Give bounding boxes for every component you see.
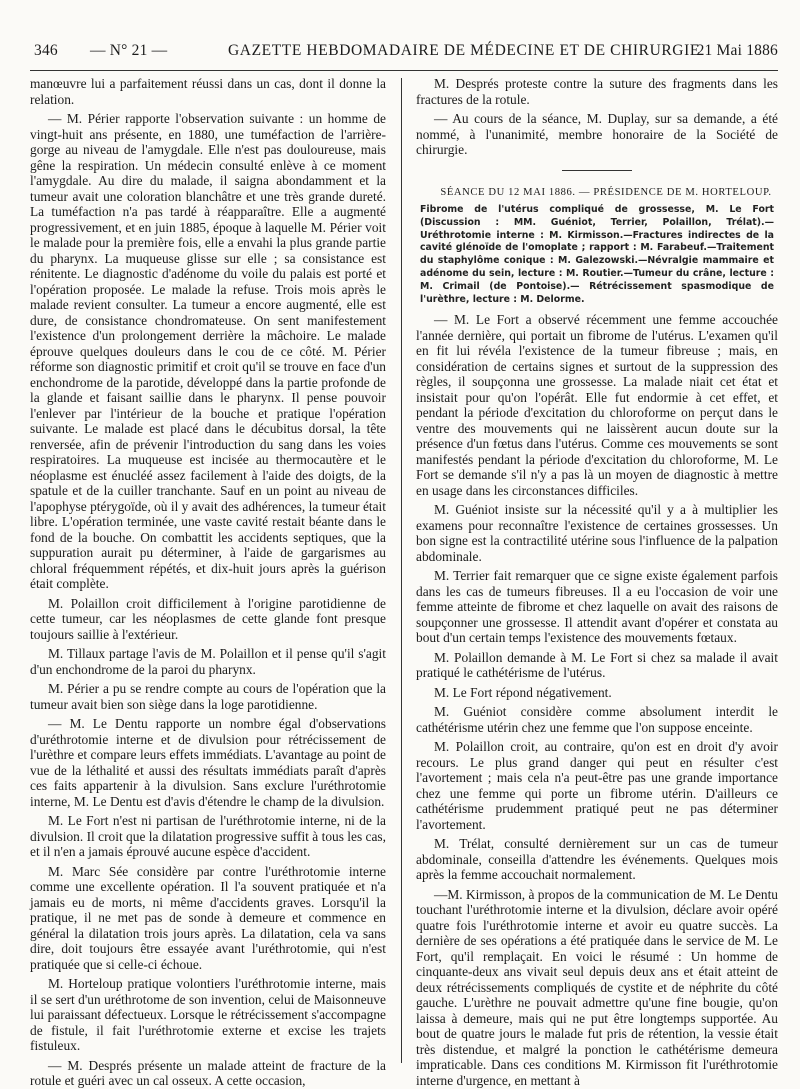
paragraph: —M. Kirmisson, à propos de la communication de M. Le Dentu touchant l'uréthrotomie interne et la divulsion, déclare avoir opéré quatre fois l'uréthrotomie interne et avoir eu quatre succès. La dernière de ses opérations a été pratiquée dans le service de M. Le Fort, qu'il remplaçait. En voici le résumé : Un homme de cinquante-deux ans vivait seul depuis deux ans et était atteint de deux rétrécissements compliqués de cystite et de néphrite du côté gauche. L'urèthre ne pouvait admettre qu'une fine bougie, qu'on laissa à demeure, mais qui ne put être longtemps supportée. Au bout de quatre jours le malade fut pris de rétention, la vessie était très distendue, et malgré la ponction le cathétérisme demeura impraticable. Dans ces conditions M. Kirmisson fit l'uréthrotomie interne d'urgence, en mettant à	[416, 886, 779, 1088]
paragraph: M. Guéniot insiste sur la nécessité qu'il y a à multiplier les examens pour reconnaître l'existence de certaines grossesses. Un bon signe est la contractilité utérine sous l'influence de la palpation abdominale.	[416, 502, 778, 564]
paragraph: M. Marc Sée considère par contre l'uréthrotomie interne comme une excellente opération. Il l'a souvent pratiquée et n'a jamais eu de morts, ni même d'accidents graves. Lorsqu'il la pratique, il ne met pas de sonde à demeure et commence en général la dilatation trois jours après. La dilatation, cela va sans dire, doit toujours être essayée avant l'uréthrotomie, qui n'est pratiquée que si celle-ci échoue.	[30, 863, 386, 972]
paragraph: M. Polaillon croit, au contraire, qu'on est en droit d'y avoir recours. Le plus grand danger qui peut en résulter c'est l'avortement ; mais cela n'a peut-être pas une grande importance chez une femme qui porte un fibrome utérin. D'ailleurs ce cathétérisme prudemment pratiqué peut ne pas déterminer l'avortement.	[416, 739, 778, 832]
paragraph: M. Le Fort répond négativement.	[434, 684, 612, 700]
session-summary: Fibrome de l'utérus compliqué de grossesse, M. Le Fort (Discussion : MM. Guéniot, Terrier, Polaillon, Trélat).—Uréthrotomie interne : M. Kirmisson.—Fractures indirectes de la cavité glénoïde de l'omoplate ; rapport : M. Farabeuf.—Traitement du staphylôme conique : M. Galezowski.—Névralgie mammaire et adénome du sein, lecture : M. Routier.—Tumeur du crâne, lecture : M. Crimail (de Pontoise).— Rétrécissement spasmodique de l'urèthre, lecture : M. Delorme.	[420, 204, 774, 305]
text-columns	[30, 76, 779, 1088]
paragraph: M. Périer a pu se rendre compte au cours de l'opération que la tumeur avait bien son siège dans la loge parotidienne.	[30, 681, 386, 712]
paragraph: — M. Le Fort a observé récemment une femme accouchée l'année dernière, qui portait un fibrome de l'utérus. L'examen qu'il en fit lui révéla l'existence de la tumeur fibreuse ; mais, en considération de certains signes et surtout de la suppression des règles, il soupçonna une grossesse. La malade niait cet état et insistait pour qu'on l'opérât. Elle fut endormie à cet effet, et pendant la période d'excitation du chloroforme on perçut dans le ventre des mouvements qui ne laissèrent aucun doute sur la présence d'un fœtus dans l'utérus. Comme ces mouvements se sont manifestés pendant la période d'excitation du chloroforme, M. Le Fort se demande s'il n'y a pas là un moyen de diagnostic à mettre en usage dans les circonstances difficiles.	[416, 312, 778, 498]
page-number: 346	[34, 42, 58, 59]
paragraph: — M. Després présente un malade atteint de fracture de la rotule et guéri avec un cal osseux. A cette occasion,	[30, 1057, 386, 1088]
paragraph: M. Terrier fait remarquer que ce signe existe également parfois dans les cas de tumeurs fibreuses. Il a eu l'occasion de voir une femme atteinte de fibrome et chez laquelle on avait des raisons de soupçonner une grossesse. Il attendit avant d'opérer et constata au bout d'un certain temps l'existence des mouvements fœtaux.	[416, 568, 778, 646]
left-column	[30, 76, 386, 1088]
seance-heading: SÉANCE DU 12 MAI 1886. — PRÉSIDENCE DE M. HORTELOUP.	[440, 186, 772, 198]
paragraph: — Au cours de la séance, M. Duplay, sur sa demande, a été nommé, à l'unanimité, membre honoraire de la Société de chirurgie.	[416, 111, 778, 157]
paragraph: M. Guéniot considère comme absolument interdit le cathétérisme utérin chez une femme que l'on suppose enceinte.	[416, 704, 778, 735]
paragraph: M. Tillaux partage l'avis de M. Polaillon et il pense qu'il s'agit d'un enchondrome de la paroi du pharynx.	[30, 646, 386, 677]
right-column	[416, 76, 779, 1088]
section-rule	[562, 170, 632, 171]
column-divider	[401, 78, 402, 1063]
header-rule	[30, 70, 778, 71]
paragraph: — M. Périer rapporte l'observation suivante : un homme de vingt-huit ans présente, en 1880, une tuméfaction de l'arrière-gorge au niveau de l'amygdale. Elle n'est pas douloureuse, mais gêne la respiration. Un médecin consulté enlève à ce moment l'amygdale. Au dire du malade, il saigna abondamment et la tumeur avait une coloration blanchâtre et une très grande dureté. La tuméfaction n'a pas tardé à réapparaître. Elle a augmenté progressivement, et en juin 1885, époque à laquelle M. Périer voit le malade pour la première fois, elle a envahi la plus grande partie du pharynx. La muqueuse glisse sur elle ; sa consistance est rénitente. Le diagnostic d'adénome du voile du palais est porté et l'opération proposée. Le malade la refuse. Trois mois après le malade revient consulter. La tumeur a encore augmenté, elle est dure, de consistance chondromateuse. On sent manifestement l'existence d'un prolongement derrière la mâchoire. Le malade éprouve quelques douleurs dans le cou de ce côté. M. Périer réforme son diagnostic primitif et croit qu'il se trouve en face d'un enchondrome de la parotide, développé dans la partie profonde de la glande et faisant saillie dans le pharynx. Il pense pouvoir l'enlever par l'intérieur de la bouche et pratique l'opération suivante. Le malade est placé dans le décubitus dorsal, la tête renversée, afin de prévenir l'introduction du sang dans les voies respiratoires. La muqueuse est incisée au thermocautère et le néoplasme est énucléé assez facilement à l'aide des doigts, de la spatule et de la cuiller tranchante. Sauf en un point au niveau de l'apophyse ptérygoïde, où il y avait des adhérences, la tumeur était libre. L'opération terminée, une vaste cavité restait béante dans le fond de la bouche. On combattit les accidents septiques, que la suppuration aurait pu déterminer, à l'aide de gargarismes au chloral fréquemment répétés, et dix-huit jours après la guérison était complète.	[30, 111, 386, 591]
paragraph: M. Le Fort n'est ni partisan de l'uréthrotomie interne, ni de la divulsion. Il croit que la dilatation progressive suffit à tous les cas, et il n'en a jamais éprouvé aucune espèce d'accident.	[30, 813, 386, 859]
newspaper-page	[30, 0, 778, 1087]
journal-title: GAZETTE HEBDOMADAIRE DE MÉDECINE ET DE CHIRURGIE	[228, 42, 700, 59]
paragraph: M. Polaillon demande à M. Le Fort si chez sa malade il avait pratiqué le cathétérisme de l'utérus.	[416, 649, 778, 681]
issue-date: 21 Mai 1886	[696, 42, 778, 59]
page-header	[30, 42, 778, 66]
paragraph: M. Després proteste contre la suture des fragments dans les fractures de la rotule.	[416, 76, 778, 107]
paragraph: — M. Le Dentu rapporte un nombre égal d'observations d'uréthrotomie interne et de divulsion pour rétrécissement de l'urèthre et compare leurs effets immédiats. L'avantage au point de vue de la léthalité et aussi des résultats immédiats paraît d'après ces faits appartenir à la divulsion. Sans exclure l'uréthrotomie interne, M. Le Dentu est d'avis d'étendre le champ de la divulsion.	[30, 716, 386, 809]
paragraph: M. Polaillon croit difficilement à l'origine parotidienne de cette tumeur, car les néoplasmes de cette glande font presque toujours saillie à l'extérieur.	[30, 595, 386, 642]
paragraph: M. Horteloup pratique volontiers l'uréthrotomie interne, mais il se sert d'un uréthrotome de son invention, celui de Maisonneuve lui paraissant défectueux. Lorsque le rétrécissement s'accompagne de fistule, il fait l'uréthrotomie externe et excise les trajets fistuleux.	[30, 976, 386, 1053]
paragraph: manœuvre lui a parfaitement réussi dans un cas, dont il donne la relation.	[30, 76, 386, 107]
issue-number: — N° 21 —	[90, 42, 168, 59]
paragraph: M. Trélat, consulté dernièrement sur un cas de tumeur abdominale, conseilla d'attendre les événements. Quelques mois après la femme accouchait normalement.	[416, 836, 778, 883]
